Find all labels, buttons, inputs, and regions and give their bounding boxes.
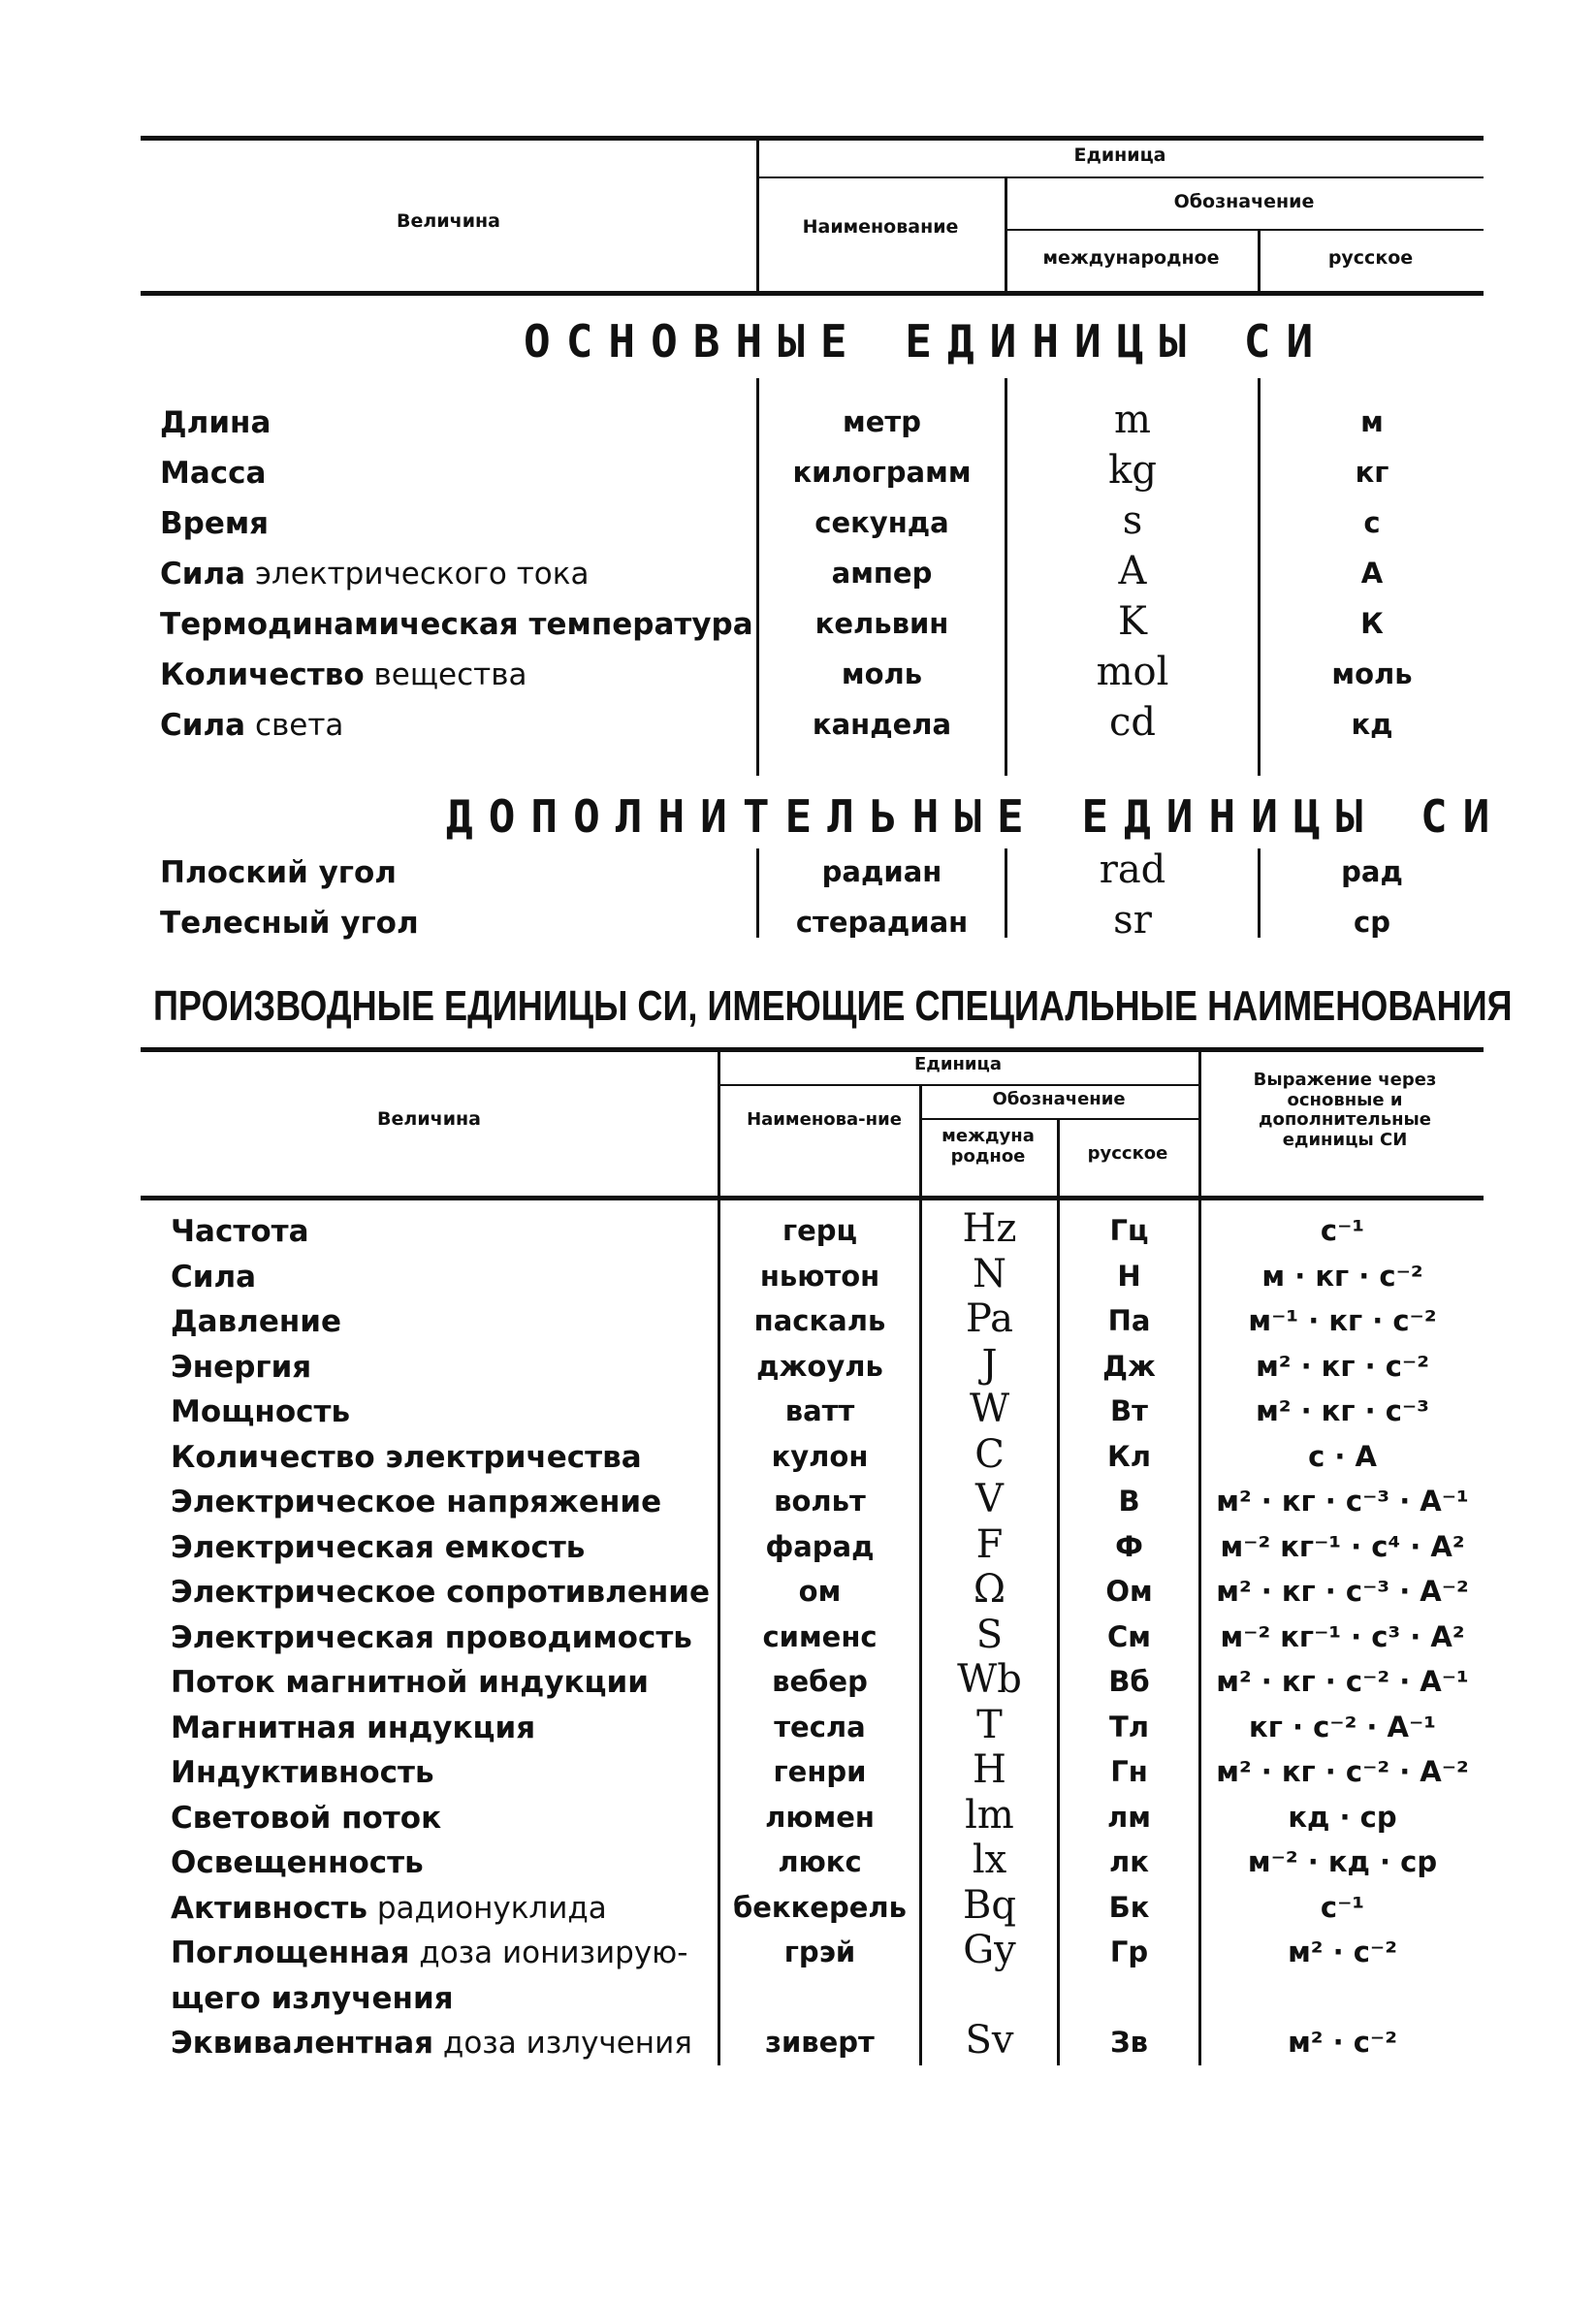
unit-intl-symbol: A xyxy=(1118,549,1147,593)
unit-rus-symbol: Бк xyxy=(1108,1890,1150,1924)
quantity-label xyxy=(171,1304,341,1339)
unit-intl-symbol: K xyxy=(1118,599,1147,644)
unit-expression: м² · кг · с⁻³ · А⁻¹ xyxy=(1216,1485,1469,1518)
quantity-main: Электрическая емкость xyxy=(171,1529,586,1565)
quantity-main: Сила xyxy=(160,708,246,743)
unit-intl-symbol: V xyxy=(975,1477,1004,1521)
unit-intl-symbol: J xyxy=(981,1341,998,1387)
table1-header-international: международное xyxy=(1042,247,1220,269)
unit-expression: м² · кг · с⁻² xyxy=(1256,1349,1429,1383)
unit-name: стерадиан xyxy=(795,906,969,939)
quantity-label xyxy=(171,1801,441,1836)
quantity-main: Магнитная индукция xyxy=(171,1710,536,1745)
quantity-main: Электрическое напряжение xyxy=(171,1485,662,1519)
quantity-label xyxy=(160,607,753,642)
quantity-rest: доза излучения xyxy=(433,2025,692,2061)
unit-name: ом xyxy=(798,1575,842,1608)
unit-intl-symbol: m xyxy=(1114,398,1151,442)
unit-rus-symbol: рад xyxy=(1341,855,1403,888)
unit-intl-symbol: C xyxy=(974,1431,1005,1477)
quantity-main: Поглощенная xyxy=(171,1935,410,1970)
quantity-rest: вещества xyxy=(364,657,527,692)
unit-expression: м² · кг · с⁻³ xyxy=(1256,1394,1429,1427)
unit-name: кельвин xyxy=(814,607,949,640)
quantity-main: Длина xyxy=(160,405,271,440)
section-supp-title: ДОПОЛНИТЕЛЬНЫЕ ЕДИНИЦЫ СИ xyxy=(446,790,1506,843)
unit-name: генри xyxy=(773,1755,867,1788)
quantity-main: Эквивалентная xyxy=(171,2025,434,2061)
unit-expression: м · кг · с⁻² xyxy=(1261,1259,1423,1293)
table2-header-rule-unit xyxy=(718,1084,1198,1086)
table2-header-bottom-rule xyxy=(141,1196,1484,1200)
unit-intl-symbol: S xyxy=(975,1612,1004,1657)
table1-header-unit: Единица xyxy=(1073,144,1166,166)
unit-intl-symbol: cd xyxy=(1108,700,1156,745)
unit-expression: м⁻² кг⁻¹ · с³ · А² xyxy=(1220,1619,1465,1653)
unit-rus-symbol: См xyxy=(1107,1619,1151,1653)
unit-expression: с⁻¹ xyxy=(1320,1214,1365,1247)
unit-rus-symbol: Ф xyxy=(1115,1529,1143,1563)
unit-expression: кг · с⁻² · А⁻¹ xyxy=(1249,1710,1436,1743)
unit-name: ватт xyxy=(784,1394,855,1427)
unit-name: тесла xyxy=(774,1710,866,1743)
table2-header-international: междуна родное xyxy=(942,1126,1035,1167)
quantity-rest: света xyxy=(245,708,344,743)
quantity-label xyxy=(171,1485,661,1519)
quantity-main: Термодинамическая температура xyxy=(160,607,753,642)
table2-header-divider-4 xyxy=(1198,1049,1201,1198)
quantity-label xyxy=(171,1575,710,1610)
unit-name: сименс xyxy=(762,1619,878,1653)
unit-rus-symbol: Тл xyxy=(1108,1710,1150,1743)
quantity-label xyxy=(160,506,269,541)
unit-rus-symbol: с xyxy=(1363,506,1381,539)
unit-rus-symbol: А xyxy=(1360,557,1384,590)
unit-rus-symbol: Па xyxy=(1107,1304,1151,1337)
unit-intl-symbol: rad xyxy=(1099,848,1166,892)
quantity-main: Частота xyxy=(171,1214,309,1249)
quantity-label xyxy=(171,1711,535,1745)
unit-rus-symbol: Дж xyxy=(1102,1349,1156,1383)
unit-name: люмен xyxy=(765,1800,875,1834)
quantity-label xyxy=(171,1440,642,1475)
table1-header-rule-desig xyxy=(1005,229,1484,231)
quantity-label xyxy=(171,1350,311,1385)
unit-intl-symbol: lm xyxy=(965,1792,1014,1838)
unit-name: кулон xyxy=(771,1439,869,1473)
table2-top-rule xyxy=(141,1047,1484,1052)
unit-rus-symbol: Вт xyxy=(1110,1394,1148,1427)
quantity-main: Количество xyxy=(160,657,365,692)
unit-name: беккерель xyxy=(733,1890,907,1924)
unit-expression: м⁻² · кд · ср xyxy=(1247,1845,1438,1878)
unit-intl-symbol: Gy xyxy=(963,1928,1016,1972)
unit-rus-symbol: Гр xyxy=(1109,1935,1149,1968)
section-derived-title: ПРОИЗВОДНЫЕ ЕДИНИЦЫ СИ, ИМЕЮЩИЕ СПЕЦИАЛЬНЫЕ НАИМЕНОВАНИЯ xyxy=(153,982,1513,1030)
quantity-main: Активность xyxy=(171,1890,367,1926)
quantity-main: Давление xyxy=(171,1304,342,1339)
quantity-main: Масса xyxy=(160,456,267,491)
quantity-main: Мощность xyxy=(171,1394,351,1429)
quantity-main: Количество электричества xyxy=(171,1439,642,1475)
table2-header-expression: Выражение через основные и дополнительные единицы СИ xyxy=(1253,1070,1437,1151)
unit-name: радиан xyxy=(821,855,942,888)
unit-expression: м² · кг · с⁻³ · А⁻² xyxy=(1216,1575,1469,1608)
quantity-rest: радионуклида xyxy=(367,1890,607,1926)
quantity-label xyxy=(171,1755,434,1790)
quantity-label xyxy=(171,1935,687,1970)
table2-header-designation: Обозначение xyxy=(992,1089,1126,1109)
unit-intl-symbol: H xyxy=(973,1747,1006,1792)
quantity-main: Время xyxy=(160,506,270,541)
table1-header-designation: Обозначение xyxy=(1173,191,1315,212)
quantity-label xyxy=(160,557,589,592)
unit-intl-symbol: kg xyxy=(1108,448,1157,493)
unit-rus-symbol: моль xyxy=(1331,657,1413,690)
unit-expression: м² · с⁻² xyxy=(1288,1935,1397,1968)
unit-name: джоуль xyxy=(756,1349,883,1383)
quantity-label xyxy=(171,2026,692,2061)
quantity-main: Сила xyxy=(160,557,246,592)
unit-name: моль xyxy=(841,657,923,690)
unit-intl-symbol: T xyxy=(976,1702,1003,1747)
table1-header-name: Наименование xyxy=(802,216,959,238)
unit-intl-symbol: Pa xyxy=(966,1296,1013,1341)
unit-rus-symbol: ср xyxy=(1354,906,1390,939)
quantity-main: Световой поток xyxy=(171,1800,442,1836)
unit-name: вольт xyxy=(774,1485,866,1518)
unit-name: секунда xyxy=(814,506,949,539)
unit-name: метр xyxy=(843,405,921,438)
unit-name: грэй xyxy=(783,1935,856,1968)
unit-rus-symbol: Ом xyxy=(1105,1575,1153,1608)
quantity-label xyxy=(171,1891,607,1926)
quantity-label xyxy=(160,708,343,743)
unit-name: вебер xyxy=(772,1665,868,1698)
quantity-label xyxy=(171,1530,585,1565)
unit-rus-symbol: Зв xyxy=(1110,2025,1148,2059)
quantity-main: Электрическая проводимость xyxy=(171,1619,692,1655)
unit-intl-symbol: F xyxy=(975,1521,1004,1567)
unit-expression: м⁻² кг⁻¹ · с⁴ · А² xyxy=(1220,1529,1465,1563)
unit-intl-symbol: mol xyxy=(1096,650,1169,694)
quantity-main: Индуктивность xyxy=(171,1755,434,1790)
unit-name: ньютон xyxy=(759,1259,880,1293)
table1-header-quantity: Величина xyxy=(397,210,500,232)
quantity-label xyxy=(171,1260,256,1295)
quantity-label xyxy=(171,1620,692,1655)
quantity-rest: доза ионизирую- xyxy=(409,1935,688,1970)
unit-intl-symbol: sr xyxy=(1113,898,1152,943)
quantity-main: Электрическое сопротивление xyxy=(171,1575,711,1610)
unit-rus-symbol: Вб xyxy=(1108,1665,1150,1698)
unit-intl-symbol: N xyxy=(973,1251,1006,1296)
unit-rus-symbol: кг xyxy=(1355,456,1389,489)
table2-header-unit: Единица xyxy=(914,1054,1002,1074)
table1-header-bottom-rule xyxy=(141,291,1484,296)
unit-expression: с⁻¹ xyxy=(1320,1890,1365,1924)
quantity-label-cont: щего излучения xyxy=(171,1980,454,2016)
quantity-rest: электрического тока xyxy=(245,557,590,592)
quantity-label xyxy=(160,405,271,440)
unit-intl-symbol: Sv xyxy=(965,2017,1014,2063)
quantity-main: Поток магнитной индукции xyxy=(171,1665,649,1700)
table1-top-rule xyxy=(141,136,1484,141)
quantity-label xyxy=(160,657,527,692)
unit-name: паскаль xyxy=(753,1304,886,1337)
unit-rus-symbol: Кл xyxy=(1107,1439,1151,1473)
unit-name: фарад xyxy=(765,1529,875,1563)
unit-rus-symbol: лк xyxy=(1109,1845,1149,1878)
quantity-label xyxy=(160,456,266,491)
unit-intl-symbol: Hz xyxy=(962,1206,1017,1251)
unit-rus-symbol: К xyxy=(1360,607,1384,640)
table2-header-name: Наименова-ние xyxy=(747,1109,902,1130)
unit-rus-symbol: Н xyxy=(1117,1259,1141,1293)
unit-expression: м² · кг · с⁻² · А⁻¹ xyxy=(1216,1665,1469,1698)
unit-rus-symbol: кд xyxy=(1351,708,1393,741)
unit-expression: м² · с⁻² xyxy=(1288,2025,1397,2059)
table2-header-russian: русское xyxy=(1087,1143,1168,1164)
quantity-label xyxy=(171,1665,649,1700)
unit-expression: м² · кг · с⁻² · А⁻² xyxy=(1216,1755,1469,1788)
quantity-label xyxy=(171,1394,350,1429)
unit-rus-symbol: м xyxy=(1360,405,1384,438)
table1-header-russian: русское xyxy=(1327,247,1414,269)
unit-rus-symbol: лм xyxy=(1107,1800,1151,1834)
unit-intl-symbol: lx xyxy=(972,1838,1007,1882)
unit-rus-symbol: Гн xyxy=(1110,1755,1148,1788)
quantity-label xyxy=(160,906,419,941)
table1-header-rule-unit xyxy=(756,176,1484,178)
unit-name: люкс xyxy=(778,1845,862,1878)
quantity-main: Плоский угол xyxy=(160,855,398,890)
quantity-label xyxy=(171,1845,424,1880)
unit-name: кандела xyxy=(812,708,952,741)
unit-intl-symbol: Ω xyxy=(973,1567,1006,1612)
unit-intl-symbol: s xyxy=(1122,498,1143,543)
unit-name: ампер xyxy=(831,557,933,590)
unit-intl-symbol: Wb xyxy=(957,1657,1022,1702)
table2-header-quantity: Величина xyxy=(377,1108,481,1130)
quantity-main: Энергия xyxy=(171,1349,312,1385)
unit-intl-symbol: Bq xyxy=(963,1882,1016,1928)
quantity-main: Освещенность xyxy=(171,1845,424,1880)
quantity-label xyxy=(171,1214,309,1249)
unit-rus-symbol: В xyxy=(1118,1485,1140,1518)
quantity-main: Телесный угол xyxy=(160,906,419,941)
unit-name: зиверт xyxy=(765,2025,875,2059)
unit-name: килограмм xyxy=(792,456,972,489)
section-base-title: ОСНОВНЫЕ ЕДИНИЦЫ СИ xyxy=(524,315,1329,368)
unit-expression: с · А xyxy=(1308,1439,1377,1473)
unit-rus-symbol: Гц xyxy=(1109,1214,1149,1247)
quantity-label xyxy=(160,855,397,890)
quantity-main: Сила xyxy=(171,1259,257,1295)
unit-expression: кд · ср xyxy=(1288,1800,1397,1834)
unit-expression: м⁻¹ · кг · с⁻² xyxy=(1248,1304,1437,1337)
unit-name: герц xyxy=(782,1214,858,1247)
unit-intl-symbol: W xyxy=(969,1387,1010,1431)
